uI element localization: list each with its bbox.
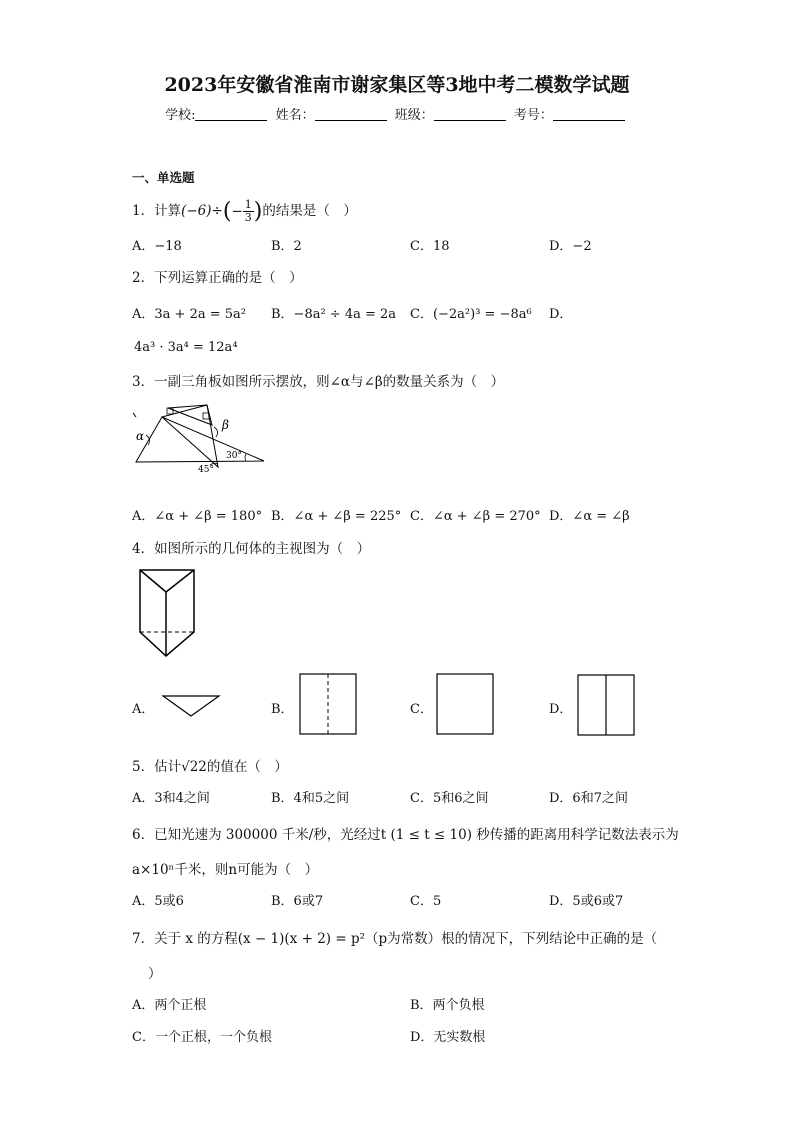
exam-title: 2023年安徽省淮南市谢家集区等3地中考二模数学试题	[164, 74, 630, 96]
fig-alpha-label: α	[136, 429, 145, 443]
q1-expr: (−6)÷	[181, 203, 223, 219]
q3-option-d[interactable]: D．∠α = ∠β	[549, 509, 630, 524]
school-label: 学校:	[165, 108, 196, 123]
q4-option-a-figure	[162, 695, 222, 719]
fig-beta-label: β	[222, 418, 229, 432]
q1-option-b[interactable]: B．2	[271, 239, 302, 254]
q1-option-c[interactable]: C．18	[410, 239, 450, 254]
q7-option-b[interactable]: B．两个负根	[410, 998, 485, 1013]
q5-option-d[interactable]: D．6和7之间	[549, 791, 628, 806]
q2-option-a[interactable]: A．3a + 2a = 5a²	[132, 307, 246, 322]
q7-option-d[interactable]: D．无实数根	[410, 1030, 486, 1045]
q4-option-b[interactable]: B．	[271, 702, 294, 717]
q1-frac-num: 1	[244, 198, 252, 211]
question-6-stem-cont: a×10ⁿ千米，则n可能为（ ）	[132, 862, 319, 878]
question-2-stem: 2．下列运算正确的是（ ）	[132, 270, 303, 286]
q4-option-d-figure	[577, 674, 637, 736]
question-4-stem: 4．如图所示的几何体的主视图为（ ）	[132, 541, 371, 557]
q1-frac-sign: −	[231, 203, 243, 220]
question-3-stem: 3．一副三角板如图所示摆放，则∠α与∠β的数量关系为（ ）	[132, 374, 505, 390]
school-blank[interactable]	[195, 107, 267, 121]
q2-option-c[interactable]: C．(−2a²)³ = −8a⁶	[410, 307, 532, 322]
q7-option-c[interactable]: C．一个正根，一个负根	[132, 1030, 272, 1045]
class-blank[interactable]	[434, 107, 506, 121]
q6-option-b[interactable]: B．6或7	[271, 894, 324, 909]
q6-option-d[interactable]: D．5或6或7	[549, 894, 624, 909]
q3-triangle-figure	[130, 405, 270, 475]
q6-option-a[interactable]: A．5或6	[132, 894, 184, 909]
q5-option-b[interactable]: B．4和5之间	[271, 791, 350, 806]
name-blank[interactable]	[315, 107, 387, 121]
q3-option-c[interactable]: C．∠α + ∠β = 270°	[410, 509, 541, 524]
name-label: 姓名：	[275, 108, 315, 123]
q1-prefix: 1．计算	[132, 203, 182, 219]
section-heading: 一、单选题	[132, 170, 195, 185]
q5-option-a[interactable]: A．3和4之间	[132, 791, 210, 806]
q3-option-b[interactable]: B．∠α + ∠β = 225°	[271, 509, 402, 524]
q3-option-a[interactable]: A．∠α + ∠β = 180°	[132, 509, 263, 524]
question-7-stem: 7．关于 x 的方程(x − 1)(x + 2) = p²（p为常数）根的情况下，下列结论中正确的是（	[132, 931, 658, 947]
q4-option-b-figure	[299, 673, 359, 735]
q4-prism-figure	[138, 568, 198, 658]
q4-option-c[interactable]: C．	[410, 702, 433, 717]
question-5-stem: 5．估计√22的值在（ ）	[132, 759, 288, 775]
q1-frac-den: 3	[244, 211, 252, 224]
q1-fraction-group: (	[222, 199, 232, 224]
q4-option-c-figure	[436, 673, 496, 735]
question-7-stem-cont: ）	[148, 966, 162, 982]
q1-option-a[interactable]: A．−18	[132, 239, 182, 254]
fig-45-label: 45°	[198, 465, 214, 475]
student-info-line	[0, 104, 794, 123]
class-label: 班级：	[394, 108, 434, 123]
question-6-stem: 6．已知光速为 300000 千米/秒，光经过t (1 ≤ t ≤ 10) 秒传播的距离用科学记数法表示为	[132, 827, 679, 843]
fig-30-label: 30°	[226, 451, 242, 461]
id-blank[interactable]	[553, 107, 625, 121]
q7-option-a[interactable]: A．两个正根	[132, 998, 207, 1013]
q1-fraction	[243, 199, 254, 224]
q1-suffix: 的结果是（ ）	[262, 203, 357, 219]
q4-option-d[interactable]: D．	[549, 702, 573, 717]
q2-option-d-content: 4a³ · 3a⁴ = 12a⁴	[134, 340, 238, 355]
id-label: 考号：	[513, 108, 553, 123]
question-1: 1．计算(−6)÷(− $\frac{1}{3}$ )的结果是（ ）	[132, 198, 357, 224]
q6-option-c[interactable]: C．5	[410, 894, 442, 909]
q2-option-b[interactable]: B．−8a² ÷ 4a = 2a	[271, 307, 397, 322]
q1-option-d[interactable]: D．−2	[549, 239, 592, 254]
q2-option-d[interactable]: D．	[549, 307, 573, 322]
q5-option-c[interactable]: C．5和6之间	[410, 791, 489, 806]
q4-option-a[interactable]: A．	[132, 702, 155, 717]
